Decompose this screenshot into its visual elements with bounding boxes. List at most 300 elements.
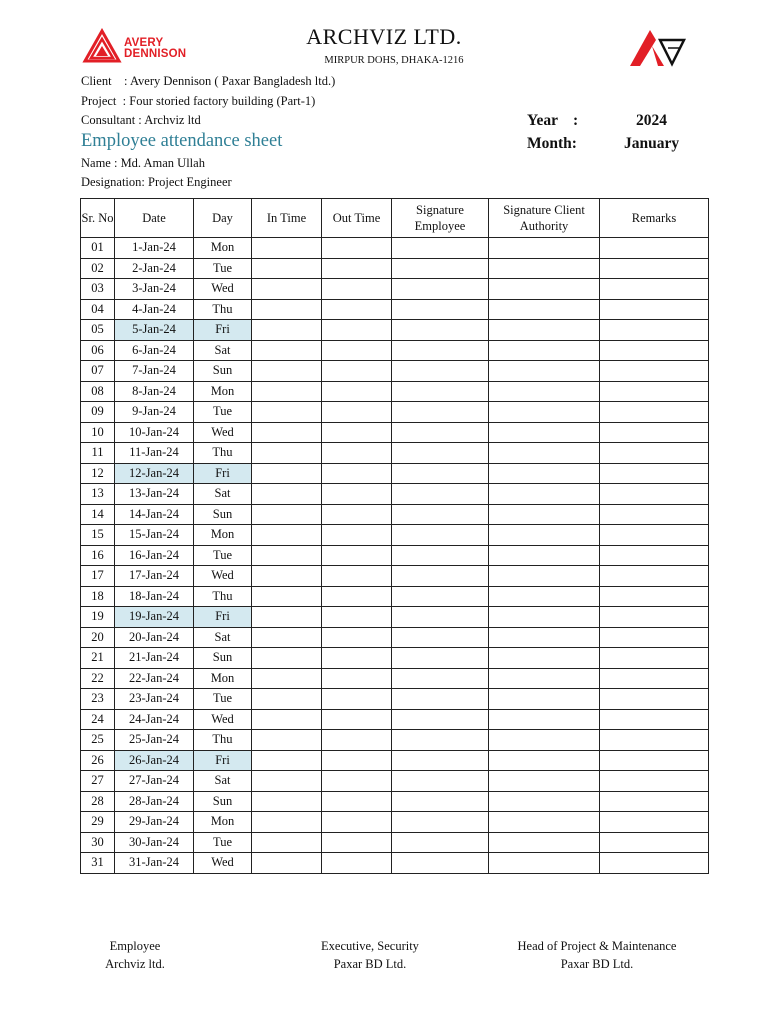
cell-in-time[interactable] bbox=[252, 361, 322, 382]
cell-signature-employee[interactable] bbox=[392, 709, 489, 730]
cell-sr-no: 08 bbox=[81, 381, 115, 402]
cell-in-time[interactable] bbox=[252, 525, 322, 546]
cell-sr-no: 05 bbox=[81, 320, 115, 341]
cell-remarks[interactable] bbox=[600, 504, 709, 525]
table-row bbox=[81, 750, 709, 771]
cell-remarks[interactable] bbox=[600, 607, 709, 628]
cell-date: 6-Jan-24 bbox=[115, 340, 194, 361]
cell-signature-client[interactable] bbox=[489, 689, 600, 710]
cell-date: 26-Jan-24 bbox=[115, 750, 194, 771]
cell-in-time[interactable] bbox=[252, 299, 322, 320]
cell-in-time[interactable] bbox=[252, 750, 322, 771]
table-row bbox=[81, 238, 709, 259]
cell-date: 16-Jan-24 bbox=[115, 545, 194, 566]
cell-signature-client[interactable] bbox=[489, 586, 600, 607]
cell-out-time[interactable] bbox=[322, 279, 392, 300]
cell-signature-client[interactable] bbox=[489, 463, 600, 484]
cell-sr-no: 23 bbox=[81, 689, 115, 710]
cell-in-time[interactable] bbox=[252, 689, 322, 710]
cell-out-time[interactable] bbox=[322, 607, 392, 628]
cell-sr-no: 27 bbox=[81, 771, 115, 792]
table-row bbox=[81, 361, 709, 382]
cell-out-time[interactable] bbox=[322, 484, 392, 505]
cell-sr-no: 04 bbox=[81, 299, 115, 320]
cell-remarks[interactable] bbox=[600, 791, 709, 812]
cell-day: Fri bbox=[194, 750, 252, 771]
table-row bbox=[81, 689, 709, 710]
cell-remarks[interactable] bbox=[600, 566, 709, 587]
cell-signature-client[interactable] bbox=[489, 381, 600, 402]
cell-out-time[interactable] bbox=[322, 853, 392, 874]
cell-signature-employee[interactable] bbox=[392, 627, 489, 648]
cell-in-time[interactable] bbox=[252, 463, 322, 484]
cell-sr-no: 17 bbox=[81, 566, 115, 587]
cell-day: Tue bbox=[194, 402, 252, 423]
table-row bbox=[81, 299, 709, 320]
cell-in-time[interactable] bbox=[252, 320, 322, 341]
table-row bbox=[81, 484, 709, 505]
cell-sr-no: 10 bbox=[81, 422, 115, 443]
cell-date: 4-Jan-24 bbox=[115, 299, 194, 320]
table-row bbox=[81, 812, 709, 833]
cell-signature-employee[interactable] bbox=[392, 238, 489, 259]
cell-in-time[interactable] bbox=[252, 258, 322, 279]
cell-signature-employee[interactable] bbox=[392, 771, 489, 792]
cell-day: Sat bbox=[194, 484, 252, 505]
cell-sr-no: 11 bbox=[81, 443, 115, 464]
cell-day: Mon bbox=[194, 668, 252, 689]
cell-in-time[interactable] bbox=[252, 586, 322, 607]
cell-signature-client[interactable] bbox=[489, 279, 600, 300]
cell-date: 24-Jan-24 bbox=[115, 709, 194, 730]
cell-day: Mon bbox=[194, 238, 252, 259]
cell-out-time[interactable] bbox=[322, 812, 392, 833]
consultant-line: Consultant : Archviz ltd bbox=[81, 113, 201, 127]
cell-signature-employee[interactable] bbox=[392, 463, 489, 484]
cell-in-time[interactable] bbox=[252, 668, 322, 689]
cell-day: Sun bbox=[194, 504, 252, 525]
cell-signature-client[interactable] bbox=[489, 668, 600, 689]
cell-signature-client[interactable] bbox=[489, 299, 600, 320]
cell-in-time[interactable] bbox=[252, 381, 322, 402]
cell-remarks[interactable] bbox=[600, 463, 709, 484]
cell-in-time[interactable] bbox=[252, 771, 322, 792]
cell-sr-no: 09 bbox=[81, 402, 115, 423]
cell-sr-no: 30 bbox=[81, 832, 115, 853]
company-address: MIRPUR DOHS, DHAKA-1216 bbox=[324, 55, 464, 66]
cell-signature-client[interactable] bbox=[489, 504, 600, 525]
signature-block-security bbox=[300, 937, 440, 973]
cell-day: Wed bbox=[194, 279, 252, 300]
cell-signature-employee[interactable] bbox=[392, 832, 489, 853]
cell-date: 19-Jan-24 bbox=[115, 607, 194, 628]
cell-signature-employee[interactable] bbox=[392, 668, 489, 689]
cell-out-time[interactable] bbox=[322, 627, 392, 648]
cell-sr-no: 20 bbox=[81, 627, 115, 648]
table-row bbox=[81, 402, 709, 423]
cell-signature-employee[interactable] bbox=[392, 791, 489, 812]
cell-day: Mon bbox=[194, 381, 252, 402]
cell-signature-client[interactable] bbox=[489, 340, 600, 361]
cell-sr-no: 16 bbox=[81, 545, 115, 566]
signature-role: Employee bbox=[109, 939, 161, 953]
attendance-table bbox=[80, 198, 709, 874]
cell-day: Thu bbox=[194, 443, 252, 464]
cell-signature-employee[interactable] bbox=[392, 361, 489, 382]
table-header-row bbox=[81, 199, 709, 238]
cell-signature-employee[interactable] bbox=[392, 504, 489, 525]
cell-signature-client[interactable] bbox=[489, 853, 600, 874]
cell-signature-employee[interactable] bbox=[392, 730, 489, 751]
table-row bbox=[81, 320, 709, 341]
header-remarks: Remarks bbox=[600, 199, 709, 238]
company-name: ARCHVIZ LTD. bbox=[306, 24, 462, 49]
cell-signature-client[interactable] bbox=[489, 607, 600, 628]
cell-signature-client[interactable] bbox=[489, 422, 600, 443]
cell-sr-no: 01 bbox=[81, 238, 115, 259]
cell-signature-client[interactable] bbox=[489, 238, 600, 259]
cell-in-time[interactable] bbox=[252, 422, 322, 443]
cell-day: Wed bbox=[194, 566, 252, 587]
cell-in-time[interactable] bbox=[252, 484, 322, 505]
logo-text-avery: AVERY bbox=[124, 37, 164, 49]
cell-signature-client[interactable] bbox=[489, 627, 600, 648]
cell-date: 14-Jan-24 bbox=[115, 504, 194, 525]
cell-in-time[interactable] bbox=[252, 443, 322, 464]
signature-org: Paxar BD Ltd. bbox=[560, 957, 634, 971]
table-row bbox=[81, 586, 709, 607]
cell-day: Tue bbox=[194, 832, 252, 853]
cell-day: Mon bbox=[194, 812, 252, 833]
cell-date: 9-Jan-24 bbox=[115, 402, 194, 423]
cell-out-time[interactable] bbox=[322, 586, 392, 607]
cell-date: 11-Jan-24 bbox=[115, 443, 194, 464]
cell-out-time[interactable] bbox=[322, 791, 392, 812]
employee-designation: Designation: Project Engineer bbox=[81, 175, 232, 189]
sheet-title: Employee attendance sheet bbox=[81, 131, 283, 151]
cell-remarks[interactable] bbox=[600, 258, 709, 279]
table-row bbox=[81, 730, 709, 751]
year-colon: : bbox=[573, 112, 579, 129]
cell-in-time[interactable] bbox=[252, 238, 322, 259]
cell-date: 20-Jan-24 bbox=[115, 627, 194, 648]
cell-sr-no: 22 bbox=[81, 668, 115, 689]
cell-day: Sun bbox=[194, 361, 252, 382]
cell-signature-employee[interactable] bbox=[392, 299, 489, 320]
cell-day: Wed bbox=[194, 853, 252, 874]
cell-day: Tue bbox=[194, 689, 252, 710]
cell-signature-client[interactable] bbox=[489, 484, 600, 505]
cell-signature-client[interactable] bbox=[489, 791, 600, 812]
cell-remarks[interactable] bbox=[600, 627, 709, 648]
cell-signature-client[interactable] bbox=[489, 730, 600, 751]
cell-remarks[interactable] bbox=[600, 443, 709, 464]
table-row bbox=[81, 340, 709, 361]
table-row bbox=[81, 607, 709, 628]
cell-signature-client[interactable] bbox=[489, 648, 600, 669]
cell-in-time[interactable] bbox=[252, 730, 322, 751]
table-row bbox=[81, 443, 709, 464]
year-label: Year bbox=[527, 112, 558, 129]
cell-remarks[interactable] bbox=[600, 320, 709, 341]
cell-signature-employee[interactable] bbox=[392, 648, 489, 669]
cell-signature-client[interactable] bbox=[489, 709, 600, 730]
cell-signature-client[interactable] bbox=[489, 525, 600, 546]
cell-signature-employee[interactable] bbox=[392, 853, 489, 874]
table-row bbox=[81, 504, 709, 525]
cell-remarks[interactable] bbox=[600, 299, 709, 320]
cell-in-time[interactable] bbox=[252, 648, 322, 669]
cell-date: 22-Jan-24 bbox=[115, 668, 194, 689]
cell-date: 2-Jan-24 bbox=[115, 258, 194, 279]
cell-signature-client[interactable] bbox=[489, 832, 600, 853]
cell-signature-employee[interactable] bbox=[392, 422, 489, 443]
cell-out-time[interactable] bbox=[322, 689, 392, 710]
cell-sr-no: 03 bbox=[81, 279, 115, 300]
signature-block-head bbox=[497, 937, 697, 973]
cell-in-time[interactable] bbox=[252, 340, 322, 361]
cell-in-time[interactable] bbox=[252, 504, 322, 525]
cell-date: 13-Jan-24 bbox=[115, 484, 194, 505]
cell-signature-employee[interactable] bbox=[392, 607, 489, 628]
cell-remarks[interactable] bbox=[600, 730, 709, 751]
table-row bbox=[81, 832, 709, 853]
cell-sr-no: 18 bbox=[81, 586, 115, 607]
cell-in-time[interactable] bbox=[252, 279, 322, 300]
cell-date: 31-Jan-24 bbox=[115, 853, 194, 874]
cell-day: Sun bbox=[194, 648, 252, 669]
cell-remarks[interactable] bbox=[600, 340, 709, 361]
cell-signature-employee[interactable] bbox=[392, 381, 489, 402]
cell-remarks[interactable] bbox=[600, 361, 709, 382]
cell-out-time[interactable] bbox=[322, 730, 392, 751]
cell-remarks[interactable] bbox=[600, 832, 709, 853]
cell-date: 3-Jan-24 bbox=[115, 279, 194, 300]
cell-date: 5-Jan-24 bbox=[115, 320, 194, 341]
cell-signature-client[interactable] bbox=[489, 320, 600, 341]
cell-day: Sat bbox=[194, 627, 252, 648]
cell-signature-client[interactable] bbox=[489, 258, 600, 279]
cell-remarks[interactable] bbox=[600, 668, 709, 689]
cell-out-time[interactable] bbox=[322, 750, 392, 771]
month-value: January bbox=[624, 135, 680, 152]
cell-out-time[interactable] bbox=[322, 504, 392, 525]
employee-name: Name : Md. Aman Ullah bbox=[81, 156, 205, 170]
cell-signature-employee[interactable] bbox=[392, 258, 489, 279]
project-line: Project : Four storied factory building (Part-1) bbox=[81, 94, 316, 108]
header-in-time: In Time bbox=[252, 199, 322, 238]
header-date: Date bbox=[115, 199, 194, 238]
header-day: Day bbox=[194, 199, 252, 238]
cell-in-time[interactable] bbox=[252, 566, 322, 587]
cell-out-time[interactable] bbox=[322, 648, 392, 669]
cell-sr-no: 06 bbox=[81, 340, 115, 361]
cell-day: Tue bbox=[194, 545, 252, 566]
cell-date: 29-Jan-24 bbox=[115, 812, 194, 833]
cell-out-time[interactable] bbox=[322, 402, 392, 423]
cell-signature-employee[interactable] bbox=[392, 279, 489, 300]
cell-in-time[interactable] bbox=[252, 627, 322, 648]
cell-remarks[interactable] bbox=[600, 484, 709, 505]
cell-remarks[interactable] bbox=[600, 586, 709, 607]
cell-signature-client[interactable] bbox=[489, 402, 600, 423]
cell-remarks[interactable] bbox=[600, 648, 709, 669]
header-signature-client: Signature Client Authority bbox=[489, 199, 600, 238]
cell-out-time[interactable] bbox=[322, 258, 392, 279]
cell-signature-client[interactable] bbox=[489, 443, 600, 464]
cell-remarks[interactable] bbox=[600, 689, 709, 710]
cell-day: Sun bbox=[194, 791, 252, 812]
cell-day: Fri bbox=[194, 463, 252, 484]
cell-day: Mon bbox=[194, 525, 252, 546]
cell-remarks[interactable] bbox=[600, 525, 709, 546]
table-row bbox=[81, 566, 709, 587]
cell-signature-employee[interactable] bbox=[392, 320, 489, 341]
table-row bbox=[81, 853, 709, 874]
cell-signature-employee[interactable] bbox=[392, 545, 489, 566]
cell-in-time[interactable] bbox=[252, 832, 322, 853]
cell-date: 25-Jan-24 bbox=[115, 730, 194, 751]
cell-out-time[interactable] bbox=[322, 361, 392, 382]
cell-sr-no: 02 bbox=[81, 258, 115, 279]
cell-signature-employee[interactable] bbox=[392, 689, 489, 710]
cell-day: Thu bbox=[194, 586, 252, 607]
cell-signature-client[interactable] bbox=[489, 750, 600, 771]
signature-role: Head of Project & Maintenance bbox=[517, 939, 677, 953]
table-row bbox=[81, 627, 709, 648]
cell-sr-no: 07 bbox=[81, 361, 115, 382]
cell-date: 28-Jan-24 bbox=[115, 791, 194, 812]
archviz-av-logo-icon bbox=[628, 26, 686, 70]
cell-signature-client[interactable] bbox=[489, 771, 600, 792]
cell-in-time[interactable] bbox=[252, 402, 322, 423]
cell-in-time[interactable] bbox=[252, 812, 322, 833]
cell-remarks[interactable] bbox=[600, 750, 709, 771]
cell-out-time[interactable] bbox=[322, 771, 392, 792]
table-row bbox=[81, 545, 709, 566]
header-out-time: Out Time bbox=[322, 199, 392, 238]
cell-out-time[interactable] bbox=[322, 299, 392, 320]
logo-text-dennison: DENNISON bbox=[124, 48, 187, 60]
cell-out-time[interactable] bbox=[322, 566, 392, 587]
cell-date: 15-Jan-24 bbox=[115, 525, 194, 546]
cell-signature-employee[interactable] bbox=[392, 566, 489, 587]
cell-out-time[interactable] bbox=[322, 525, 392, 546]
cell-sr-no: 24 bbox=[81, 709, 115, 730]
cell-signature-employee[interactable] bbox=[392, 812, 489, 833]
cell-remarks[interactable] bbox=[600, 422, 709, 443]
cell-remarks[interactable] bbox=[600, 238, 709, 259]
cell-out-time[interactable] bbox=[322, 238, 392, 259]
cell-day: Wed bbox=[194, 709, 252, 730]
cell-out-time[interactable] bbox=[322, 422, 392, 443]
cell-out-time[interactable] bbox=[322, 709, 392, 730]
cell-signature-employee[interactable] bbox=[392, 340, 489, 361]
signature-org: Paxar BD Ltd. bbox=[333, 957, 407, 971]
cell-signature-client[interactable] bbox=[489, 545, 600, 566]
cell-signature-client[interactable] bbox=[489, 812, 600, 833]
signature-block-employee bbox=[75, 937, 195, 973]
cell-day: Wed bbox=[194, 422, 252, 443]
cell-sr-no: 31 bbox=[81, 853, 115, 874]
table-row bbox=[81, 381, 709, 402]
cell-remarks[interactable] bbox=[600, 381, 709, 402]
cell-out-time[interactable] bbox=[322, 545, 392, 566]
cell-signature-employee[interactable] bbox=[392, 586, 489, 607]
cell-in-time[interactable] bbox=[252, 791, 322, 812]
cell-out-time[interactable] bbox=[322, 832, 392, 853]
cell-in-time[interactable] bbox=[252, 607, 322, 628]
cell-date: 7-Jan-24 bbox=[115, 361, 194, 382]
cell-out-time[interactable] bbox=[322, 340, 392, 361]
table-row bbox=[81, 463, 709, 484]
month-label: Month: bbox=[527, 135, 577, 152]
cell-sr-no: 21 bbox=[81, 648, 115, 669]
cell-in-time[interactable] bbox=[252, 853, 322, 874]
cell-in-time[interactable] bbox=[252, 709, 322, 730]
cell-sr-no: 25 bbox=[81, 730, 115, 751]
cell-remarks[interactable] bbox=[600, 709, 709, 730]
cell-out-time[interactable] bbox=[322, 381, 392, 402]
cell-out-time[interactable] bbox=[322, 463, 392, 484]
cell-remarks[interactable] bbox=[600, 771, 709, 792]
cell-date: 30-Jan-24 bbox=[115, 832, 194, 853]
cell-sr-no: 13 bbox=[81, 484, 115, 505]
client-line: Client : Avery Dennison ( Paxar Bangladesh ltd.) bbox=[81, 74, 336, 88]
cell-sr-no: 28 bbox=[81, 791, 115, 812]
cell-remarks[interactable] bbox=[600, 545, 709, 566]
cell-remarks[interactable] bbox=[600, 853, 709, 874]
table-row bbox=[81, 771, 709, 792]
table-row bbox=[81, 279, 709, 300]
cell-signature-employee[interactable] bbox=[392, 443, 489, 464]
table-row bbox=[81, 791, 709, 812]
cell-out-time[interactable] bbox=[322, 320, 392, 341]
cell-out-time[interactable] bbox=[322, 443, 392, 464]
header-sr-no: Sr. No bbox=[81, 199, 115, 238]
cell-signature-employee[interactable] bbox=[392, 402, 489, 423]
cell-remarks[interactable] bbox=[600, 279, 709, 300]
cell-signature-employee[interactable] bbox=[392, 750, 489, 771]
cell-signature-client[interactable] bbox=[489, 361, 600, 382]
cell-remarks[interactable] bbox=[600, 402, 709, 423]
cell-in-time[interactable] bbox=[252, 545, 322, 566]
cell-date: 12-Jan-24 bbox=[115, 463, 194, 484]
cell-day: Sat bbox=[194, 771, 252, 792]
table-row bbox=[81, 525, 709, 546]
table-row bbox=[81, 422, 709, 443]
cell-sr-no: 14 bbox=[81, 504, 115, 525]
cell-day: Fri bbox=[194, 320, 252, 341]
cell-date: 17-Jan-24 bbox=[115, 566, 194, 587]
cell-date: 23-Jan-24 bbox=[115, 689, 194, 710]
cell-day: Tue bbox=[194, 258, 252, 279]
cell-date: 1-Jan-24 bbox=[115, 238, 194, 259]
cell-date: 27-Jan-24 bbox=[115, 771, 194, 792]
table-row bbox=[81, 648, 709, 669]
cell-day: Fri bbox=[194, 607, 252, 628]
cell-day: Thu bbox=[194, 299, 252, 320]
cell-signature-client[interactable] bbox=[489, 566, 600, 587]
cell-signature-employee[interactable] bbox=[392, 484, 489, 505]
cell-out-time[interactable] bbox=[322, 668, 392, 689]
cell-remarks[interactable] bbox=[600, 812, 709, 833]
cell-sr-no: 29 bbox=[81, 812, 115, 833]
cell-sr-no: 26 bbox=[81, 750, 115, 771]
cell-sr-no: 15 bbox=[81, 525, 115, 546]
year-value: 2024 bbox=[636, 112, 667, 129]
cell-signature-employee[interactable] bbox=[392, 525, 489, 546]
